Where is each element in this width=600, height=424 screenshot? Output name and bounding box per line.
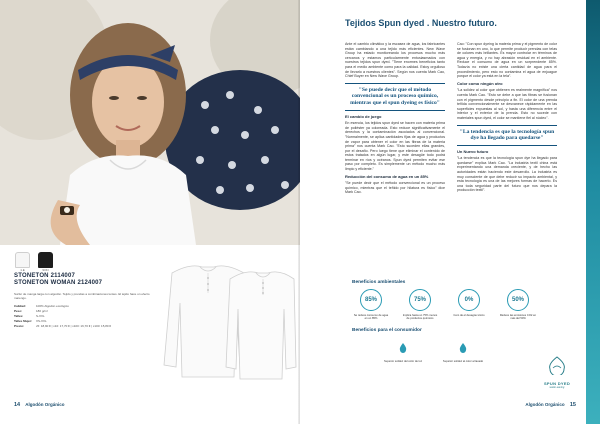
paragraph: Ante el cambio climático y la escasez de agua, los fabricantes están cambiando a una tejido más eficientes. New Wave Group ha estado monitoreando los procesos mucho más cercanos y estamos particularmente entusiasmados con nuestros tejidos spun dyed. "Tiene enormes beneficios tanto para el medio ambiente como para la calidad. Estoy orgulloso de llevarlo a nuestros clientes". Según nos cuenta Mark Cao, Chief Buyer en New Wave Group. (345, 42, 445, 79)
left-footer (14, 402, 64, 408)
brand-name: SPUN DYED (543, 381, 571, 386)
hero-photo (0, 0, 300, 245)
benefit-item (499, 289, 537, 321)
consumer-benefit-item (442, 340, 484, 363)
spec-value: 180 g/m² (36, 309, 48, 313)
pull-quote: "La tendencia es que la tecnología spun dye ha llegado para quedarse" (457, 125, 557, 146)
spec-value: x5: 18,90 € | x10: 17,70 € | x100: 16,70 € | x100: 15,80 € (36, 324, 112, 328)
spec-value: XS-XXL (36, 319, 47, 323)
drop-icon (399, 343, 407, 353)
benefit-caption: Cero de el desagüe tóxico (453, 314, 485, 317)
paragraph: "La tendencia es que la tecnología spun dye ha llegado para quedarse" explica Mark Cao. "La industria textil china está experimentando una demanda creciente, y de hecho las autoridades están haciendo este desarrollo. La industria es muy consciente de que debe reducir su impacto ambiental, y esta tecnología es una de las mejores formas de hacerlo. Es una toda seguridad parte del futuro que nos depara la producción textil". (457, 156, 557, 193)
spec-label: Talles Mujer: (14, 319, 33, 323)
spec-label: Calidad: (14, 304, 26, 308)
model-photo-illustration (0, 0, 300, 245)
column-right (457, 42, 557, 196)
spun-dyed-logo-icon (544, 355, 570, 375)
column-left (345, 42, 445, 198)
benefit-circle: 75% (409, 289, 431, 311)
product-description: Surfer de manga larga con algodón. Tejido y prendas a combinaciones lentes. El tejido hace un efecto marengo. (14, 292, 150, 300)
product-info (14, 273, 154, 329)
benefit-item (450, 289, 488, 321)
consumer-benefits (352, 340, 537, 363)
page-number: 15 (569, 402, 576, 408)
brand-tagline: water-saving (549, 386, 565, 389)
spec-label: Talles: (14, 314, 24, 318)
color-thumbnails (14, 250, 54, 272)
subheading: Reducción del consumo de agua en un 85% (345, 173, 429, 179)
product-name-men: STONETON 2114007 (14, 273, 76, 279)
benefit-caption: Se reduce consumo de agua en un 85% (353, 314, 389, 321)
paragraph: "Se puede decir que el método convencional es un proceso químico, mientras que el teñido por hilatura es físico" dice Mark Cao. (345, 181, 445, 195)
consumer-benefit-caption: Superior solidez del color de luz (383, 359, 423, 363)
spec-value: S-XXL (36, 314, 45, 318)
paragraph: En esencia, los tejidos spun dyed se hacen con materia prima de poliéster ya coloreada. Esto reduce significativamente el derechos y la contaminación asociados al convencional. "Normalmente, se aplica cantidades fijas de agua y productos de vapor para obtener el color en las fibras de la materia prima" nos cuenta Mark Cao. "Esto suceden ellas grandes, por el desafío. Pero luego tiene que eliminar el contenido de estos tratados en algún lugar, y este desagüe todo podrá terminar en ríos y océanos. Spun dyed permiten evitar ese paso por completo. Es simplemente un método mucho más limpio y eficiente." (345, 121, 445, 172)
benefit-caption: Implica hasta un 75% menos de productos químicos (402, 314, 438, 321)
tee-black-swatch (38, 252, 53, 268)
benefit-circles (352, 289, 537, 321)
paragraph: "La solidez al color que obtienen es realmente magnífica" nos cuenta Mark Cao. "Esto se debe a que las fibras se fusionan con el pigmento desde principio a fin. El color de una prenda teñida convencionalmente se desvanece rápidamente en las superficies expuestas al sol, y hasta una diferencia entre el interior y el exterior de la prenda. Esto no sucede con materiales spun dyed, el color se mantiene fiel al núcleo". (457, 88, 557, 120)
section-name: Algodón Orgánico (25, 402, 65, 407)
benefit-item (352, 289, 390, 321)
pull-quote: "Se puede decir que el método convencional es un proceso químico, mientras que el spun dyeing es físico" (345, 83, 445, 111)
spec-value: 100% Algodón ecológico (36, 304, 69, 308)
spec-label: Precio: (14, 324, 25, 328)
garment-illustrations (152, 255, 297, 385)
subheading: El cambio de juego (345, 113, 382, 119)
consumer-benefit-item (382, 340, 424, 363)
section-name: Algodón Orgánico (525, 402, 565, 407)
subheading: Color como ningún otro (457, 80, 503, 86)
thumbnail-code: 9ON (42, 268, 49, 272)
thumbnail-code: 1.E (20, 268, 25, 272)
right-page (300, 0, 600, 424)
product-name-women: STONETON WOMAN 2124007 (14, 280, 103, 286)
benefits-section (352, 280, 537, 363)
benefits-title: Beneficios ambientales (352, 280, 406, 285)
benefit-circle: 0% (458, 289, 480, 311)
subheading: Un Nuevo futuro (457, 148, 489, 154)
spec-label: Peso: (14, 309, 23, 313)
tee-white-swatch (15, 252, 30, 268)
benefit-item (401, 289, 439, 321)
benefit-caption: Reduce las emisiones CO2 en más del 50% (499, 314, 537, 321)
benefit-circle: 50% (507, 289, 529, 311)
product-specs (14, 304, 154, 329)
teal-side-strip (586, 0, 600, 424)
womens-henley-shirt (226, 272, 296, 379)
page-number: 14 (14, 402, 21, 408)
consumer-benefits-title: Beneficios para el consumidor (352, 327, 422, 333)
article-title: Tejidos Spun dyed . Nuestro futuro. (345, 18, 497, 28)
paragraph: Cao: "Con spun dyeing la materia prima y el pigmento de color se fusionan en uno, lo que permite producir prendas con telas de colores más brillantes. Es mayor controlar en términos de agua y energía, y no hay abrasión residual en el ambiente. Reduce el consumo de agua en un sorprendente 85%. Todavía no existe una cierta cantidad de agua para el procedimiento, pero esto no contamina el agua de enjuague porque el color ya está en la tela". (457, 42, 557, 79)
benefit-circle: 85% (360, 289, 382, 311)
thumbnail-white[interactable] (14, 250, 31, 272)
spun-dyed-logo (532, 355, 582, 391)
thumbnail-black[interactable] (37, 250, 54, 272)
drop-icon (459, 343, 467, 353)
consumer-benefit-caption: Superior solidez al color al lavado (442, 359, 484, 363)
spec-row (14, 324, 154, 329)
right-footer (525, 402, 576, 408)
